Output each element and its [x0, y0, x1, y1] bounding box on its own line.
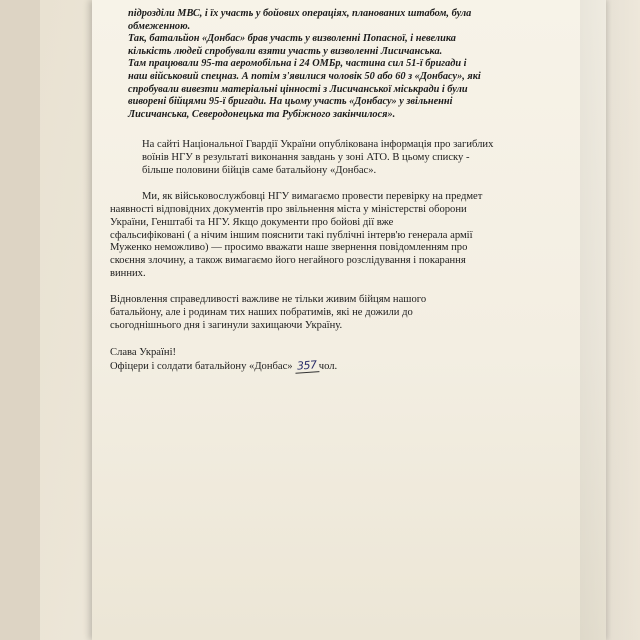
paragraph-line: сьогоднішнього дня і загинули захищаючи Україну. — [110, 319, 343, 331]
quote-line: виворені бійцями 95-ї бригади. На цьому участь «Донбасу» у звільненні — [128, 96, 453, 108]
quote-line: підрозділи МВС, і їх участь у бойових операціях, планованих штабом, була — [128, 8, 472, 19]
handwritten-count: 357 — [295, 359, 319, 375]
quote-line: обмеженною. — [128, 20, 191, 32]
unit-suffix: чол. — [318, 361, 338, 373]
signatories-line — [110, 359, 502, 373]
paragraph-line: На сайті Національної Гвардії України опублікована інформація про загиблих — [142, 139, 494, 151]
paragraph-line: України, Генштабі та НГУ. Якщо документи про бойові дії вже — [110, 216, 394, 228]
paragraph-line: сфальсифіковані ( а нічим іншим пояснити такі публічні інтерв'ю генерала армії — [110, 229, 473, 241]
quote-line: Лисичанська, Северодонецька та Рубіжного закінчилося». — [128, 108, 396, 120]
paragraph-demand — [110, 191, 502, 280]
slogan: Слава Україні! — [110, 347, 177, 359]
quote-line: Там працювали 95-та аеромобільна і 24 ОМБр, частина сил 51-ї бригади і — [128, 58, 467, 70]
paragraph-ngu-site — [110, 139, 502, 177]
signatories-text: Офіцери і солдати батальйону «Донбас» — [110, 361, 296, 373]
document-text — [110, 8, 502, 373]
paragraph-line: Відновлення справедливості важливе не тільки живим бійцям нашого — [110, 294, 427, 306]
page-shadow — [580, 0, 640, 640]
quote-line: спробували вивезти матеріальні цінності з Лисичанської міськради і були — [128, 83, 468, 95]
paragraph-line: винних. — [110, 267, 146, 279]
paragraph-line: батальйону, але і родинам тих наших побратимів, які не дожили до — [110, 307, 413, 319]
paragraph-justice — [110, 294, 502, 332]
quote-line: Так, батальйон «Донбас» брав участь у визволенні Попасної, і невелика — [128, 33, 456, 45]
signature-block — [110, 346, 502, 373]
italic-quote-block — [110, 8, 502, 121]
paragraph-line: воїнів НГУ в результаті виконання завдань у зоні АТО. В цьому списку - — [142, 152, 470, 164]
paragraph-line: наявності відповідних документів про звільнення міста у міністерстві оборони — [110, 204, 467, 216]
paragraph-line: скоєння злочину, а також вимагаємо його негайного розслідування і покарання — [110, 254, 466, 266]
quote-line: наш військовий спецназ. А потім з'явилися чоловік 50 або 60 з «Донбасу», які — [128, 70, 481, 82]
paragraph-line: Ми, як військовослужбовці НГУ вимагаємо провести перевірку на предмет — [142, 191, 483, 203]
quote-line: кількість людей спробували взяти участь у визволенні Лисичанська. — [128, 45, 443, 57]
paragraph-line: Муженко неможливо) — просимо вважати наше звернення повідомленням про — [110, 242, 468, 254]
paragraph-line: більше половини бійців саме батальйону «Донбас». — [142, 164, 377, 176]
